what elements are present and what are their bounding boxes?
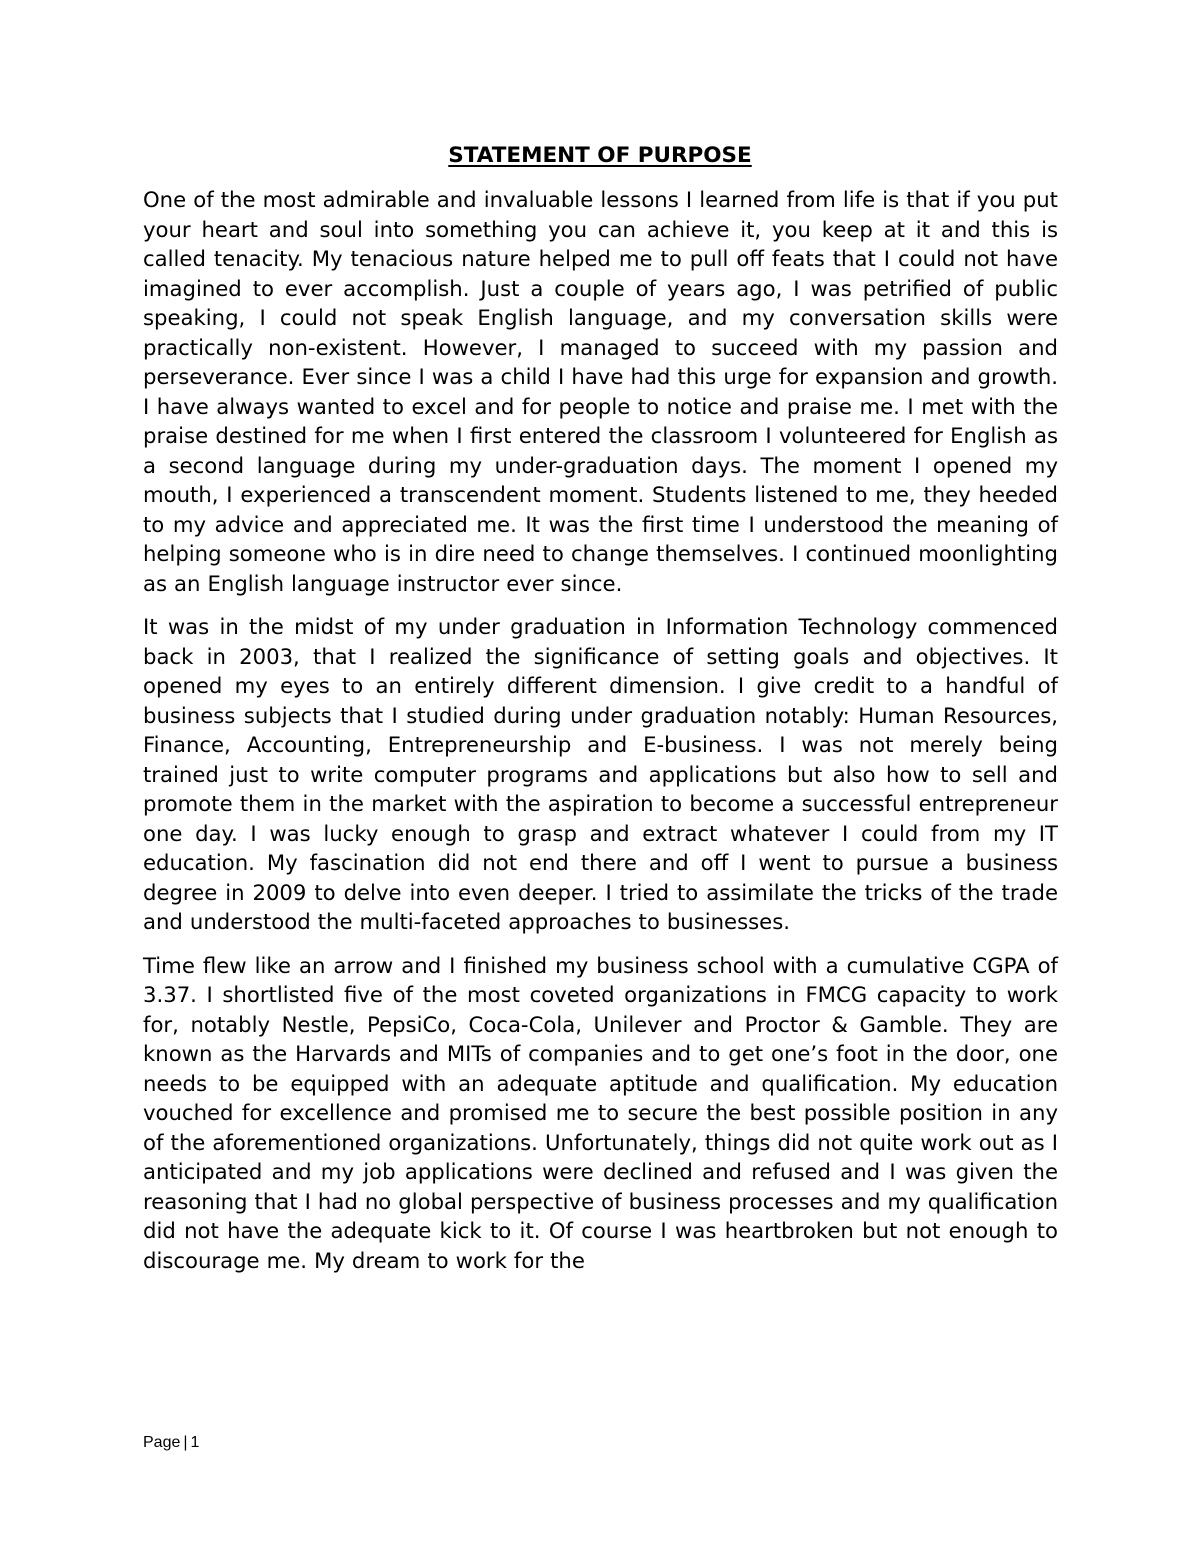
paragraph-1: One of the most admirable and invaluable lessons I learned from life is that if you put your heart and soul into something you can achieve it, you keep at it and this is called tenacity. My tenacious nature helped me to pull off feats that I could not have imagined to ever accomplish. Just a couple of years ago, I was petrified of public speaking, I could not speak English language, and my conversation skills were practically non-existent. However, I managed to succeed with my passion and perseverance. Ever since I was a child I have had this urge for expansion and growth. I have always wanted to excel and for people to notice and praise me. I met with the praise destined for me when I first entered the classroom I volunteered for English as a second language during my under-graduation days. The moment I opened my mouth, I experienced a transcendent moment. Students listened to me, they heeded to my advice and appreciated me. It was the first time I understood the meaning of helping someone who is in dire need to change themselves. I continued moonlighting as an English language instructor ever since. xyxy=(143,187,1058,596)
page-separator: | xyxy=(183,1434,188,1451)
page-footer xyxy=(143,1432,199,1454)
document-body xyxy=(143,185,1058,1289)
paragraph-2: It was in the midst of my under graduation in Information Technology commenced back in 2003, that I realized the significance of setting goals and objectives. It opened my eyes to an entirely different dimension. I give credit to a handful of business subjects that I studied during under graduation notably: Human Resources, Finance, Accounting, Entrepreneurship and E-business. I was not merely being trained just to write computer programs and applications but also how to sell and promote them in the market with the aspiration to become a successful entrepreneur one day. I was lucky enough to grasp and extract whatever I could from my IT education. My fascination did not end there and off I went to pursue a business degree in 2009 to delve into even deeper. I tried to assimilate the tricks of the trade and understood the multi-faceted approaches to businesses. xyxy=(143,614,1058,934)
page-number: 1 xyxy=(190,1434,200,1451)
paragraph-3: Time flew like an arrow and I finished my business school with a cumulative CGPA of 3.37. I shortlisted five of the most coveted organizations in FMCG capacity to work for, notably Nestle, PepsiCo, Coca-Cola, Unilever and Proctor & Gamble. They are known as the Harvards and MITs of companies and to get one’s foot in the door, one needs to be equipped with an adequate aptitude and qualification. My education vouched for excellence and promised me to secure the best possible position in any of the aforementioned organizations. Unfortunately, things did not quite work out as I anticipated and my job applications were declined and refused and I was given the reasoning that I had no global perspective of business processes and my qualification did not have the adequate kick to it. Of course I was heartbroken but not enough to discourage me. My dream to work for the xyxy=(143,952,1058,1273)
page-label: Page xyxy=(143,1434,181,1451)
document-title: STATEMENT OF PURPOSE xyxy=(448,143,752,168)
